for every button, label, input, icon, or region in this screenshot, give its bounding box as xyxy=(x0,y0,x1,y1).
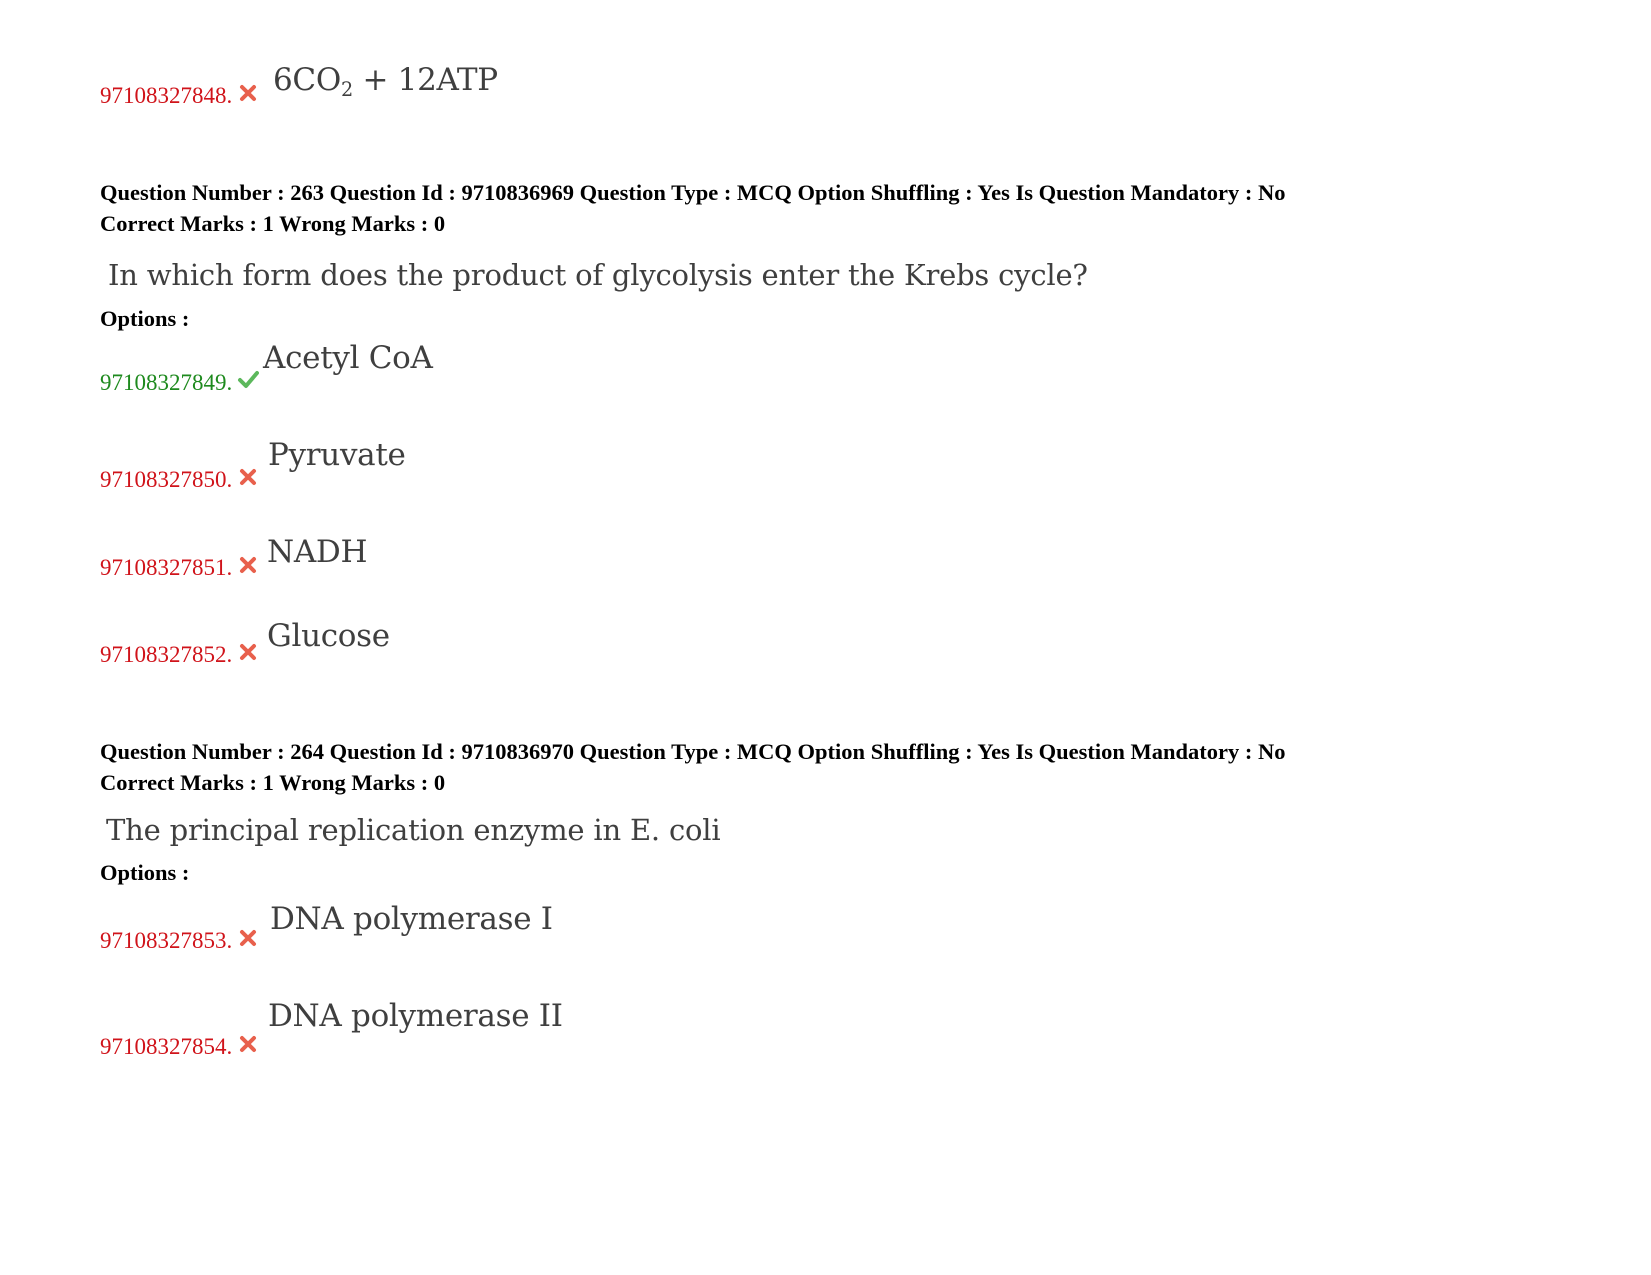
option-id: 97108327850. xyxy=(100,467,233,492)
option-id: 97108327851. xyxy=(100,555,233,580)
question-marks: Correct Marks : 1 Wrong Marks : 0 xyxy=(100,770,446,795)
option-text: DNA polymerase I xyxy=(270,901,553,937)
option-text: DNA polymerase II xyxy=(268,998,563,1034)
cross-icon xyxy=(237,1033,259,1060)
formula-subscript: 2 xyxy=(340,77,353,101)
option-text xyxy=(273,62,498,101)
check-icon xyxy=(237,368,259,395)
cross-icon xyxy=(237,927,259,954)
option-id: 97108327848. xyxy=(100,83,233,108)
option-text: Glucose xyxy=(267,618,390,654)
options-label: Options : xyxy=(100,860,190,885)
option-text: Acetyl CoA xyxy=(263,340,433,376)
option-id: 97108327852. xyxy=(100,642,233,667)
question-meta: Question Number : 264 Question Id : 9710836970 Question Type : MCQ Option Shuffling : Yes Is Question Mandatory : No xyxy=(100,739,1286,764)
formula-main: 6CO xyxy=(273,62,341,98)
option-id: 97108327854. xyxy=(100,1034,233,1059)
question-text: The principal replication enzyme in E. coli xyxy=(106,813,721,847)
question-marks: Correct Marks : 1 Wrong Marks : 0 xyxy=(100,211,446,236)
option-id: 97108327853. xyxy=(100,928,233,953)
options-label: Options : xyxy=(100,306,190,331)
cross-icon xyxy=(237,554,259,581)
cross-icon xyxy=(237,641,259,668)
formula-rest: + 12ATP xyxy=(352,62,498,98)
question-meta: Question Number : 263 Question Id : 9710836969 Question Type : MCQ Option Shuffling : Yes Is Question Mandatory : No xyxy=(100,180,1286,205)
cross-icon xyxy=(237,82,259,109)
option-text: NADH xyxy=(267,534,368,570)
question-text: In which form does the product of glycolysis enter the Krebs cycle? xyxy=(108,258,1088,292)
option-text: Pyruvate xyxy=(268,437,406,473)
cross-icon xyxy=(237,466,259,493)
option-id: 97108327849. xyxy=(100,370,233,395)
